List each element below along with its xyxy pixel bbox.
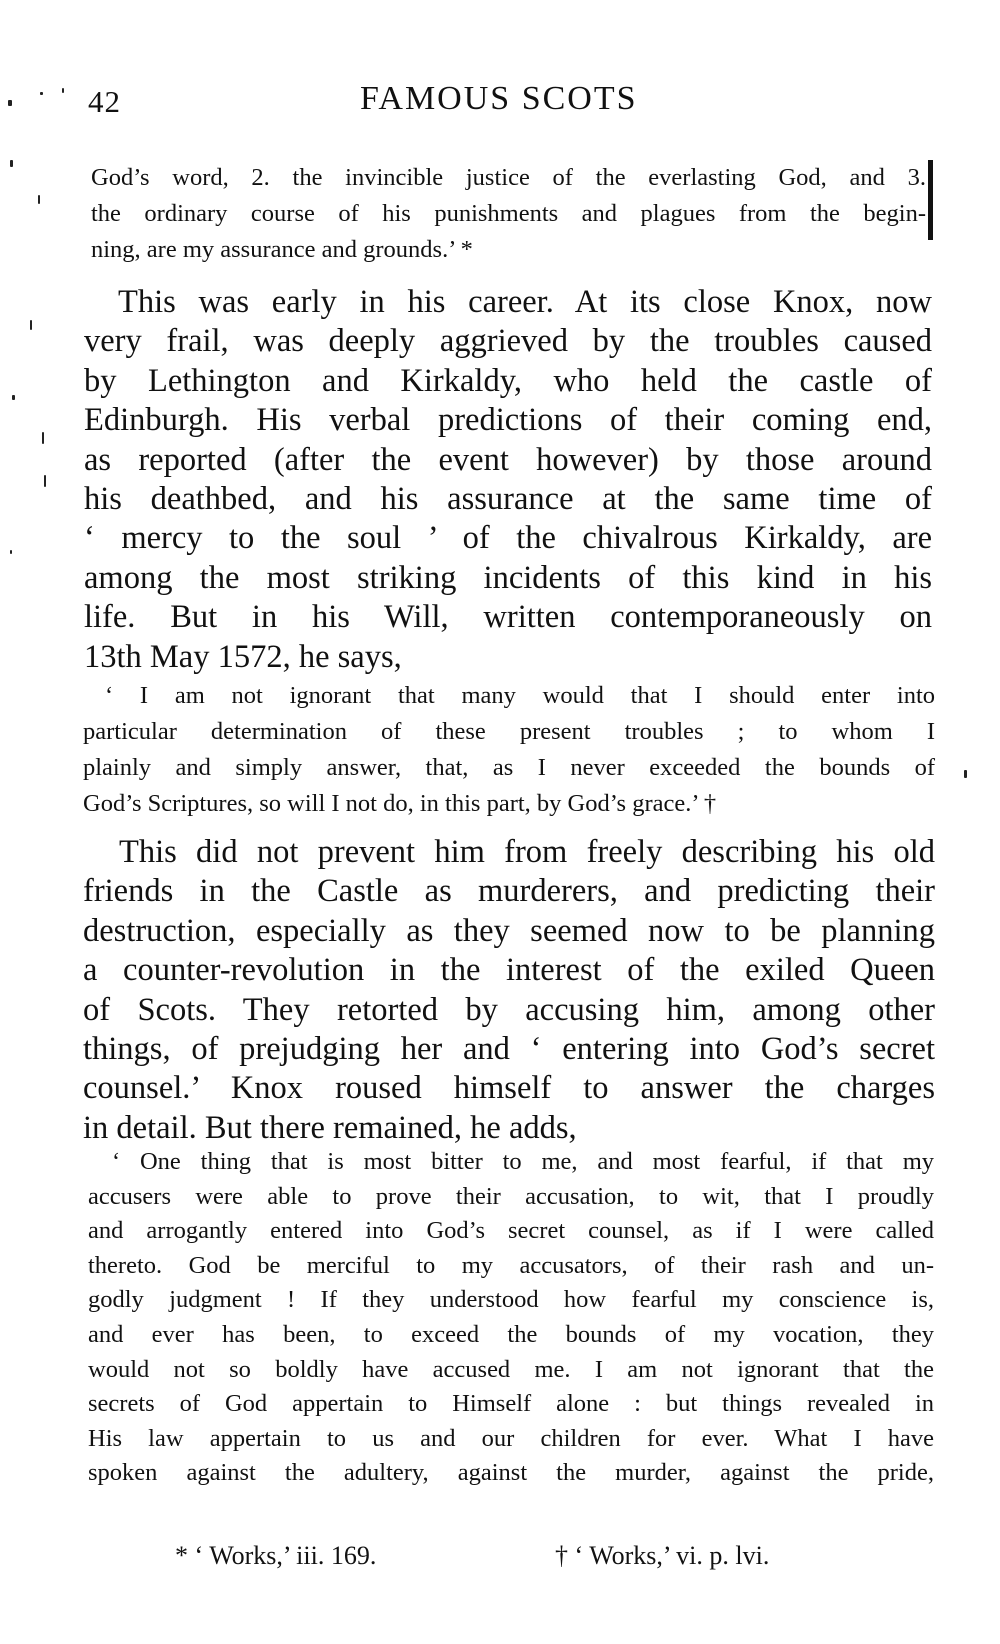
text-line: ‘ I am not ignorant that many would that I should enter into <box>105 682 935 709</box>
running-title: FAMOUS SCOTS <box>360 80 638 117</box>
page-header <box>0 78 1000 128</box>
text-line: of Scots. They retorted by accusing him, among other <box>83 991 935 1028</box>
text-line: particular determination of these present troubles ; to whom I <box>83 718 935 745</box>
paragraph-1 <box>84 283 932 677</box>
text-line: plainly and simply answer, that, as I never exceeded the bounds of <box>83 754 935 781</box>
text-line: by Lethington and Kirkaldy, who held the castle of <box>84 362 932 399</box>
text-line: as reported (after the event however) by those around <box>84 441 932 478</box>
text-line: Edinburgh. His verbal predictions of their coming end, <box>84 402 932 439</box>
scan-speck <box>964 770 967 778</box>
text-line: ning, are my assurance and grounds.’ * <box>91 236 473 263</box>
text-line: thereto. God be merciful to my accusators, of their rash and un- <box>88 1251 934 1279</box>
text-line: accusers were able to prove their accusation, to wit, that I proudly <box>88 1182 934 1210</box>
footnote-1: * ‘ Works,’ iii. 169. <box>175 1541 377 1570</box>
scan-speck <box>10 550 12 554</box>
text-line: and ever has been, to exceed the bounds of my vocation, they <box>88 1320 934 1348</box>
text-line: secrets of God appertain to Himself alone : but things revealed in <box>88 1390 934 1418</box>
text-line: God’s Scriptures, so will I not do, in this part, by God’s grace.’ † <box>83 790 717 817</box>
text-line: the ordinary course of his punishments and plagues from the begin- <box>91 200 926 227</box>
scan-speck <box>42 432 44 444</box>
text-line: God’s word, 2. the invincible justice of the everlasting God, and 3. <box>91 164 926 191</box>
text-line: life. But in his Will, written contemporaneously on <box>84 599 932 636</box>
scan-speck <box>44 475 46 487</box>
text-line: spoken against the adultery, against the murder, against the pride, <box>88 1459 934 1487</box>
text-line: This was early in his career. At its close Knox, now <box>118 284 932 320</box>
footnotes <box>0 1541 1000 1581</box>
continued-quote <box>91 160 926 268</box>
scan-speck <box>12 395 15 400</box>
text-line: counsel.’ Knox roused himself to answer the charges <box>83 1070 935 1107</box>
text-line: ‘ mercy to the soul ’ of the chivalrous Kirkaldy, are <box>84 520 932 557</box>
text-line: godly judgment ! If they understood how fearful my conscience is, <box>88 1286 934 1314</box>
margin-bar <box>928 160 933 240</box>
paragraph-2 <box>83 833 935 1148</box>
scan-speck <box>30 320 32 330</box>
text-line: among the most striking incidents of this kind in his <box>84 559 932 596</box>
text-line: friends in the Castle as murderers, and predicting their <box>83 873 935 910</box>
scan-speck <box>38 195 40 204</box>
text-line: his deathbed, and his assurance at the same time of <box>84 481 932 518</box>
text-line: things, of prejudging her and ‘ entering into God’s secret <box>83 1031 935 1068</box>
text-line: 13th May 1572, he says, <box>84 638 402 675</box>
footnote-2: † ‘ Works,’ vi. p. lvi. <box>555 1541 770 1570</box>
text-line: His law appertain to us and our children for ever. What I have <box>88 1424 934 1452</box>
text-line: This did not prevent him from freely describing his old <box>119 834 935 870</box>
text-line: very frail, was deeply aggrieved by the troubles caused <box>84 323 932 360</box>
page-number: 42 <box>88 84 121 119</box>
text-line: would not so boldly have accused me. I am not ignorant that the <box>88 1355 934 1383</box>
text-line: and arrogantly entered into God’s secret counsel, as if I were called <box>88 1217 934 1245</box>
block-quote-1 <box>83 678 935 822</box>
scan-speck <box>10 160 13 167</box>
block-quote-2 <box>88 1145 934 1491</box>
text-line: destruction, especially as they seemed now to be planning <box>83 912 935 949</box>
text-line: ‘ One thing that is most bitter to me, and most fearful, if that my <box>112 1148 934 1175</box>
text-line: in detail. But there remained, he adds, <box>83 1109 577 1146</box>
text-line: a counter-revolution in the interest of the exiled Queen <box>83 952 935 989</box>
